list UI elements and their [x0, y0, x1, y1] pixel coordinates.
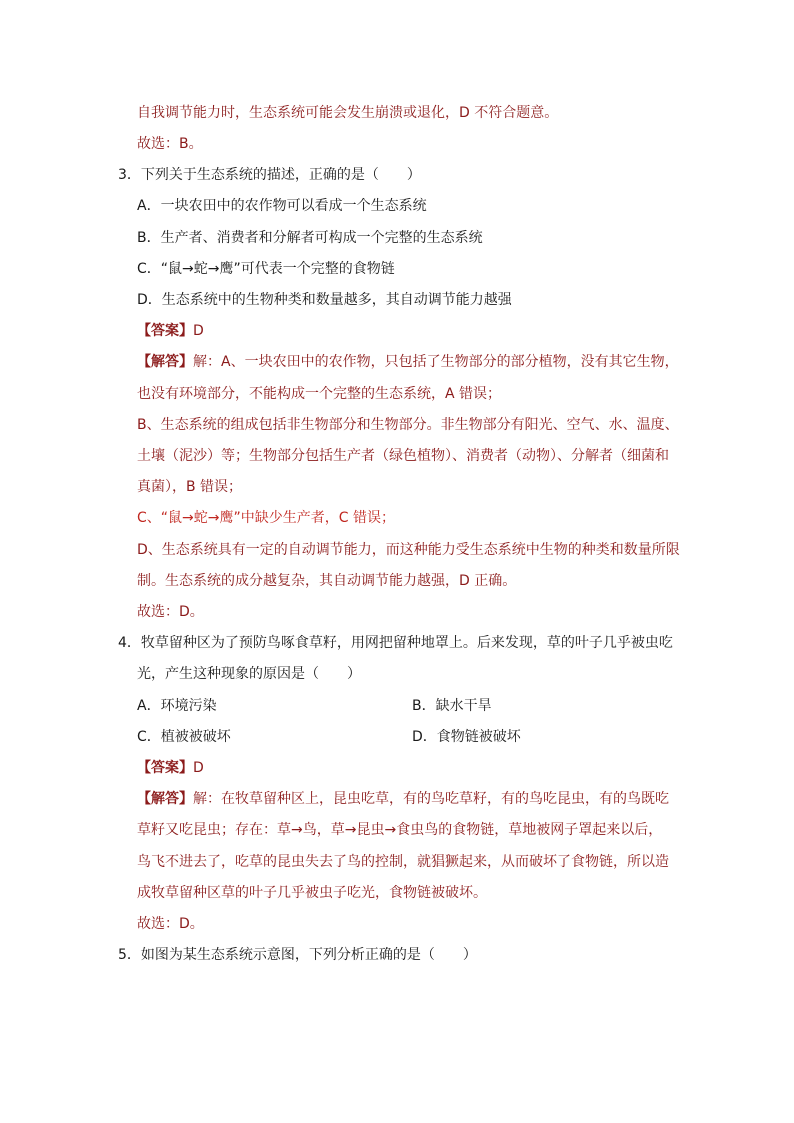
q3-analysis-line-2: 也没有环境部分，不能构成一个完整的生态系统，A 错误；	[137, 386, 502, 402]
q3-option-b: B．生产者、消费者和分解者可构成一个完整的生态系统	[137, 230, 483, 246]
q5-stem: 5．如图为某生态系统示意图，下列分析正确的是（ ）	[118, 947, 477, 963]
q4-answer-value: D	[193, 760, 204, 776]
q4-stem-line-2: 光，产生这种现象的原因是（ ）	[137, 666, 361, 682]
q4-analysis-text-1: 解：在牧草留种区上，昆虫吃草，有的鸟吃草籽，有的鸟吃昆虫，有的鸟既吃	[193, 791, 669, 807]
q3-analysis-text-1: 解：A、一块农田中的农作物，只包括了生物部分的部分植物，没有其它生物，	[193, 354, 679, 370]
q4-analysis-line-3: 鸟飞不进去了，吃草的昆虫失去了鸟的控制，就猖獗起来，从而破坏了食物链，所以造	[137, 854, 669, 870]
prev-choice: 故选：B。	[137, 136, 203, 152]
q3-stem: 3．下列关于生态系统的描述，正确的是（ ）	[118, 167, 421, 183]
q3-analysis-line-1	[137, 352, 679, 372]
q4-analysis-tag: 【解答】	[137, 791, 193, 807]
q3-analysis-line-4: 土壤（泥沙）等；生物部分包括生产者（绿色植物）、消费者（动物）、分解者（细菌和	[137, 448, 669, 464]
q4-stem-line-1: 4．牧草留种区为了预防鸟啄食草籽，用网把留种地罩上。后来发现，草的叶子几乎被虫吃	[118, 635, 673, 651]
q3-option-a: A．一块农田中的农作物可以看成一个生态系统	[137, 198, 427, 214]
q4-answer-tag: 【答案】	[137, 760, 193, 776]
q3-option-c: C．“鼠→蛇→鹰”可代表一个完整的食物链	[137, 261, 395, 277]
q3-answer-tag: 【答案】	[137, 323, 193, 339]
q3-answer	[137, 321, 204, 341]
prev-analysis-tail: 自我调节能力时，生态系统可能会发生崩溃或退化，D 不符合题意。	[137, 105, 559, 121]
q4-analysis-line-4: 成牧草留种区草的叶子几乎被虫子吃光，食物链被破坏。	[137, 885, 487, 901]
q3-analysis-line-3: B、生态系统的组成包括非生物部分和生物部分。非生物部分有阳光、空气、水、温度、	[137, 417, 679, 433]
q3-analysis-line-8: 制。生态系统的成分越复杂，其自动调节能力越强，D 正确。	[137, 573, 517, 589]
q3-choice: 故选：D。	[137, 604, 204, 620]
q4-answer	[137, 758, 204, 778]
q3-option-d: D．生态系统中的生物种类和数量越多，其自动调节能力越强	[137, 292, 512, 308]
q3-analysis-tag: 【解答】	[137, 354, 193, 370]
q3-analysis-line-6: C、“鼠→蛇→鹰”中缺少生产者，C 错误；	[137, 510, 395, 526]
q4-option-c: C．植被被破坏	[137, 729, 231, 745]
q3-analysis-line-5: 真菌），B 错误；	[137, 479, 243, 495]
q4-option-b: B．缺水干旱	[412, 698, 492, 714]
q4-option-d: D．食物链被破坏	[412, 729, 521, 745]
q3-analysis-line-7: D、生态系统具有一定的自动调节能力，而这种能力受生态系统中生物的种类和数量所限	[137, 542, 680, 558]
q4-analysis-line-2: 草籽又吃昆虫；存在：草→鸟，草→昆虫→食虫鸟的食物链，草地被网子罩起来以后，	[137, 822, 663, 838]
q4-choice: 故选：D。	[137, 916, 204, 932]
q4-option-a: A．环境污染	[137, 698, 217, 714]
q4-analysis-line-1	[137, 789, 669, 809]
q3-answer-value: D	[193, 323, 204, 339]
